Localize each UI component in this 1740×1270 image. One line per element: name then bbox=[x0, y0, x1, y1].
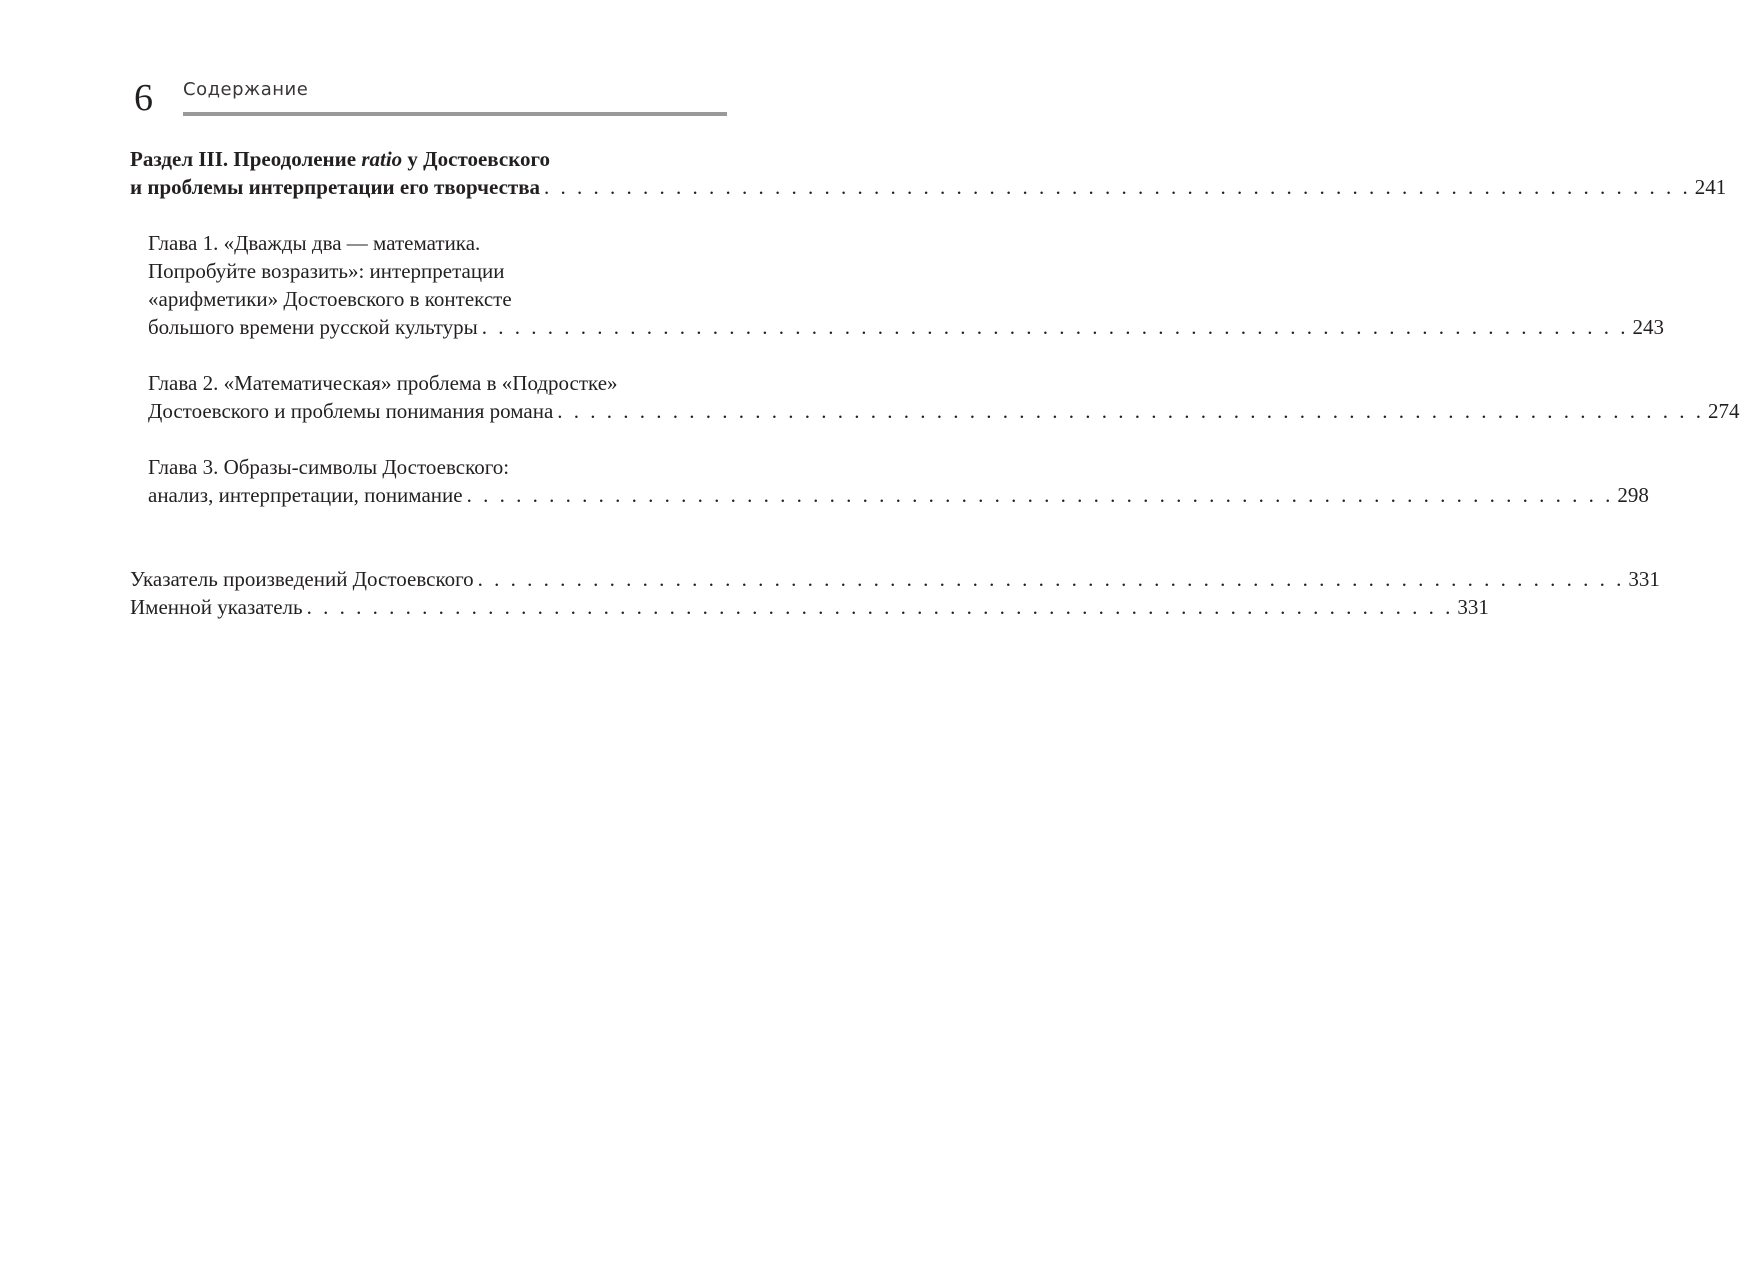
toc-page-number: 241 bbox=[1694, 175, 1727, 199]
toc-chapter-entry[interactable] bbox=[130, 453, 1649, 509]
toc-page-number: 331 bbox=[1457, 595, 1489, 619]
toc-index-entry[interactable] bbox=[130, 565, 1660, 593]
dot-leader: . . . . . . . . . . . . . . . . . . . . . . . . . . . . . . . . . . . . . . . . . . . . . . . . . . . . . . . . . . . . . . . . . . . . . . bbox=[544, 175, 1691, 199]
toc-chapter-line: большого времени русской культуры bbox=[148, 315, 478, 339]
toc-chapter-line: Попробуйте возразить»: интерпретации bbox=[148, 259, 505, 283]
toc-section-entry[interactable] bbox=[130, 145, 1727, 201]
table-of-contents bbox=[130, 145, 1740, 621]
toc-section-title-line: и проблемы интерпретации его творчества bbox=[130, 175, 541, 199]
dot-leader: . . . . . . . . . . . . . . . . . . . . . . . . . . . . . . . . . . . . . . . . . . . . . . . . . . . . . . . . . . . . . . . . . . . . . . bbox=[557, 399, 1705, 423]
toc-index-entry[interactable] bbox=[130, 593, 1489, 621]
running-head: Содержание bbox=[183, 79, 309, 100]
toc-chapter-entry[interactable] bbox=[130, 229, 1665, 341]
toc-page-number: 274 bbox=[1708, 399, 1740, 423]
dot-leader: . . . . . . . . . . . . . . . . . . . . . . . . . . . . . . . . . . . . . . . . . . . . . . . . . . . . . . . . . . . . . . . . . . . . . . bbox=[481, 315, 1629, 339]
dot-leader: . . . . . . . . . . . . . . . . . . . . . . . . . . . . . . . . . . . . . . . . . . . . . . . . . . . . . . . . . . . . . . . . . . . . . . bbox=[466, 483, 1614, 507]
toc-chapter-line: Глава 3. Образы-символы Достоевского: bbox=[148, 455, 510, 479]
toc-index-title: Указатель произведений Достоевского bbox=[130, 567, 474, 591]
toc-chapter-line: «арифметики» Достоевского в контексте bbox=[148, 287, 512, 311]
toc-chapter-line: Глава 1. «Дважды два — математика. bbox=[148, 231, 481, 255]
toc-chapter-line: Достоевского и проблемы понимания романа bbox=[148, 399, 554, 423]
toc-page-number: 243 bbox=[1632, 315, 1665, 339]
toc-chapter-entry[interactable] bbox=[130, 369, 1740, 425]
toc-section-title-line: Раздел III. Преодоление ratio у Достоевского bbox=[130, 147, 551, 171]
toc-chapter-line: Глава 2. «Математическая» проблема в «Подростке» bbox=[148, 371, 618, 395]
toc-page-number: 298 bbox=[1617, 483, 1649, 507]
toc-chapter-line: анализ, интерпретации, понимание bbox=[148, 483, 463, 507]
toc-page-number: 331 bbox=[1628, 567, 1660, 591]
header-rule bbox=[183, 112, 727, 116]
dot-leader: . . . . . . . . . . . . . . . . . . . . . . . . . . . . . . . . . . . . . . . . . . . . . . . . . . . . . . . . . . . . . . . . . . . . . . bbox=[477, 567, 1625, 591]
toc-index-title: Именной указатель bbox=[130, 595, 303, 619]
page-number: 6 bbox=[134, 77, 153, 119]
dot-leader: . . . . . . . . . . . . . . . . . . . . . . . . . . . . . . . . . . . . . . . . . . . . . . . . . . . . . . . . . . . . . . . . . . . . . . bbox=[306, 595, 1454, 619]
